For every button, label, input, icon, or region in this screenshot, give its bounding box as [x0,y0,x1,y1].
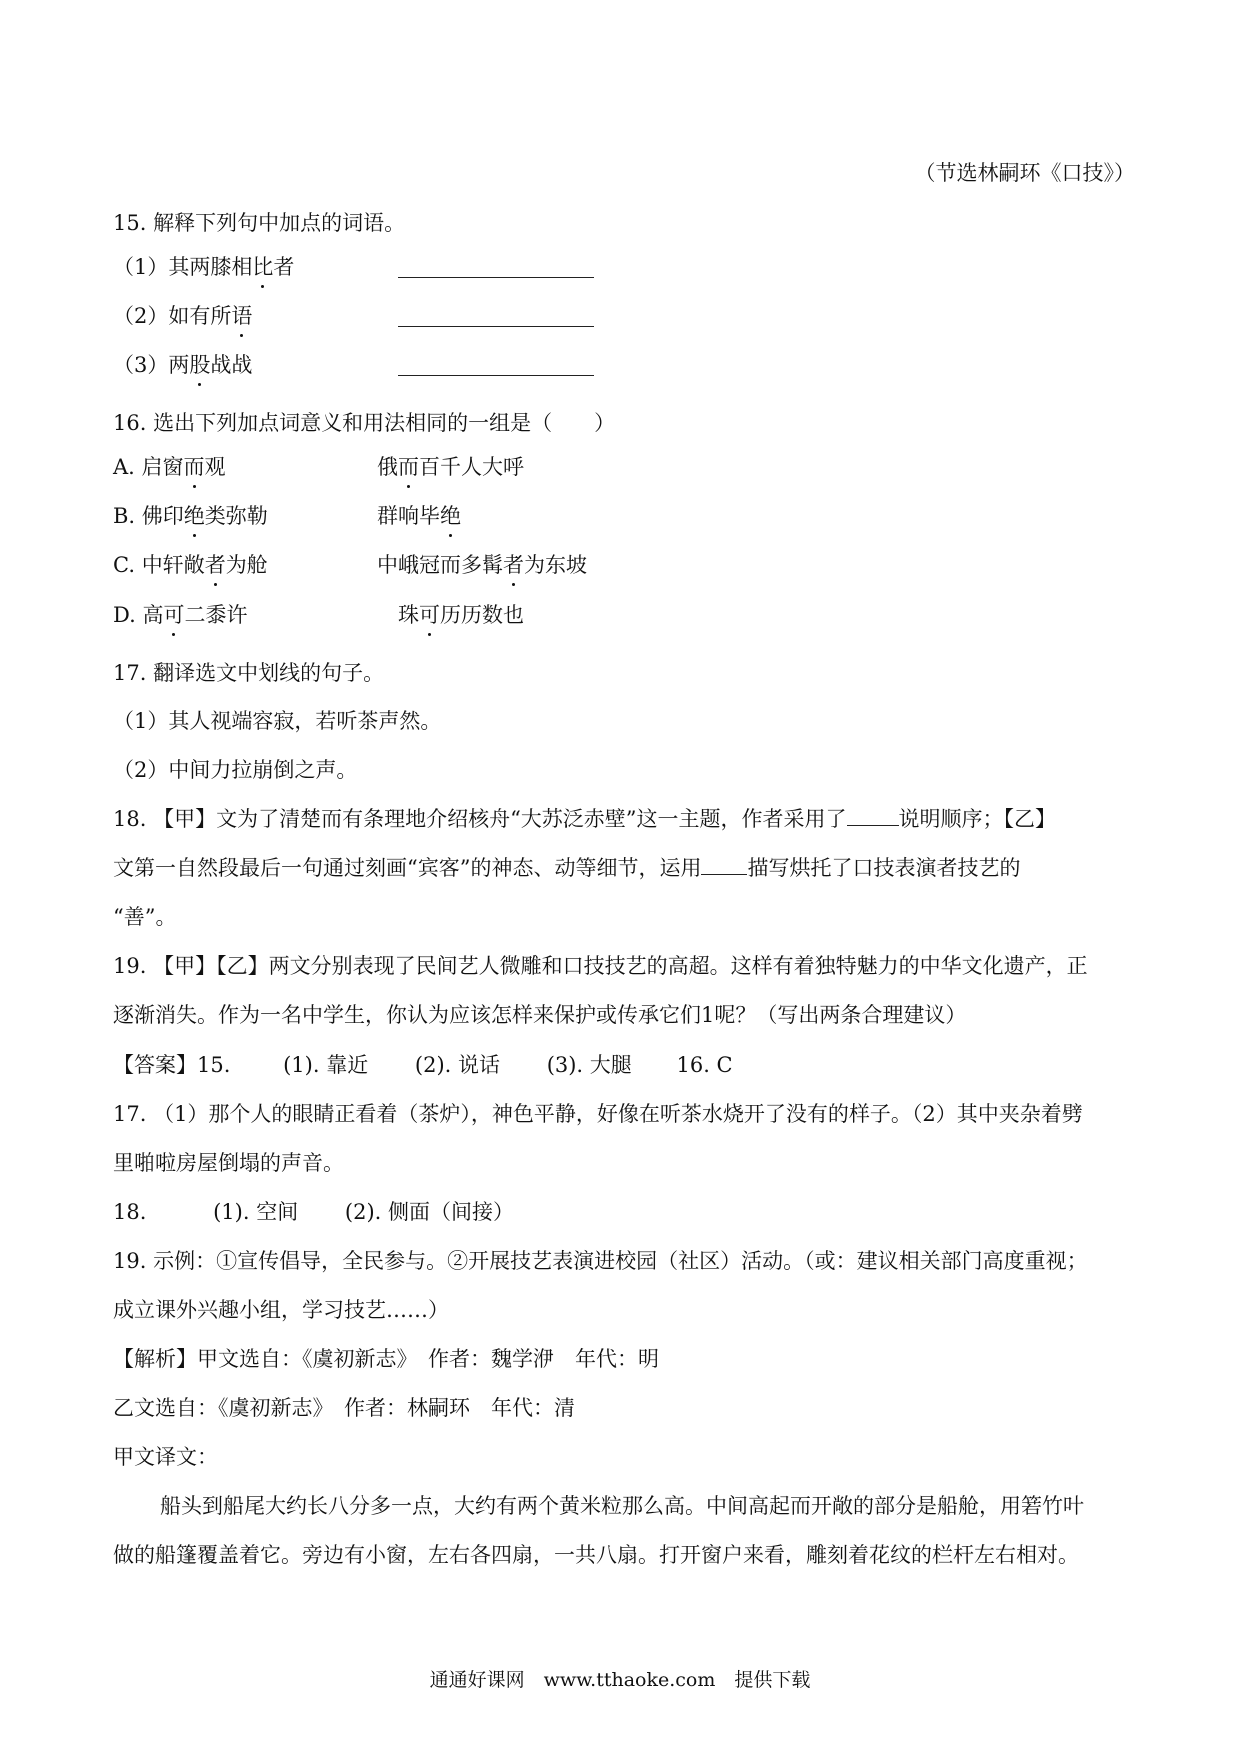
analysis-line-1: 【解析】甲文选自：《虞初新志》 作者：魏学洢 年代：明 [113,1347,659,1371]
option-text: 观 [204,455,226,479]
dotted-word: 者 [205,550,226,580]
option-text: 为东坡 [524,553,587,577]
option-text: 为舱 [225,553,268,577]
question-18-line-2 [113,853,1020,883]
question-15-item-3 [113,350,252,380]
answer-blank-1[interactable] [398,277,594,278]
answer-blank-2[interactable] [398,326,594,327]
translation-line-2: 做的船篷覆盖着它。旁边有小窗，左右各四扇，一共八扇。打开窗户来看，雕刻着花纹的栏杆左右相对。 [113,1543,1079,1567]
item-number: （1） [113,255,169,279]
answer-line-2: 17. （1）那个人的眼睛正看着（茶炉），神色平静，好像在听茶水烧开了没有的样子。（2）其中夹杂着劈 [113,1102,1083,1126]
question-text: 文第一自然段最后一句通过刻画“宾客”的神态、动等细节，运用 [113,856,702,880]
fill-blank[interactable] [701,854,747,875]
question-text: 说明顺序；【乙】 [898,807,1057,831]
question-17-item-1: （1）其人视端容寂，若听茶声然。 [113,709,442,733]
dotted-word: 而 [184,452,205,482]
option-label: C. [113,553,135,577]
option-text: 中峨冠而多髯 [377,553,503,577]
answer-item: (3). 大腿 [546,1053,632,1077]
dotted-word: 比 [252,252,273,282]
option-b[interactable] [113,501,268,531]
answer-line-1 [113,1050,733,1080]
answer-line-6: 成立课外兴趣小组，学习技艺……） [113,1298,449,1322]
question-19-line-2: 逐渐消失。作为一名中学生，你认为应该怎样来保护或传承它们1呢？（写出两条合理建议） [113,1003,967,1027]
item-text-pre: 两 [168,353,190,377]
item-text-post: 战战 [210,353,253,377]
option-label: A. [113,455,135,479]
option-text: 类弥勒 [204,504,268,528]
answer-item: (2). 侧面（间接） [344,1200,514,1224]
option-text: 启窗 [141,455,184,479]
question-16-stem: 16. 选出下列加点词意义和用法相同的一组是（ ） [113,411,616,435]
answer-heading: 【答案】15. [113,1053,231,1077]
option-a-compare [377,452,524,482]
answer-line-4 [113,1197,514,1227]
option-d-compare [398,600,524,630]
question-15-item-1 [113,252,294,282]
question-18-line-1 [113,804,1056,834]
question-text: 18. 【甲】文为了清楚而有条理地介绍核舟“大苏泛赤壁”这一主题，作者采用了 [113,807,847,831]
question-15-item-2 [113,301,252,331]
translation-line-1: 船头到船尾大约长八分多一点，大约有两个黄米粒那么高。中间高起而开敞的部分是船舱，用箬竹叶 [160,1494,1084,1518]
answer-heading: 18. [113,1200,147,1224]
dotted-word: 可 [163,600,184,630]
question-15-stem: 15. 解释下列句中加点的词语。 [113,211,406,235]
answer-line-5: 19. 示例：①宣传倡导，全民参与。②开展技艺表演进校园（社区）活动。（或：建议相关部门高度重视； [113,1249,1088,1273]
question-17-item-2: （2）中间力拉崩倒之声。 [113,758,358,782]
item-number: （3） [113,353,169,377]
dotted-word: 可 [419,600,440,630]
option-text: 珠 [398,603,419,627]
answer-item: (1). 靠近 [283,1053,369,1077]
answer-blank-3[interactable] [398,375,594,376]
question-text: 描写烘托了口技表演者技艺的 [747,856,1021,880]
answer-item: (2). 说话 [414,1053,500,1077]
dotted-word: 绝 [440,501,461,531]
item-number: （2） [113,304,169,328]
question-19-line-1: 19. 【甲】【乙】两文分别表现了民间艺人微雕和口技技艺的高超。这样有着独特魅力的中华文化遗产，正 [113,954,1088,978]
analysis-line-2: 乙文选自：《虞初新志》 作者：林嗣环 年代：清 [113,1396,575,1420]
question-18-line-3: “善”。 [113,905,177,929]
item-text-pre: 如有所 [168,304,232,328]
answer-item: 16. C [676,1053,733,1077]
dotted-word: 股 [189,350,210,380]
option-c-compare [377,550,587,580]
option-text: 群响毕 [377,504,440,528]
option-text: 俄 [377,455,398,479]
option-c[interactable] [113,550,268,580]
dotted-word: 语 [231,301,252,331]
option-text: 历历数也 [440,603,524,627]
fill-blank[interactable] [847,805,899,826]
page-footer: 通通好课网 www.tthaoke.com 提供下载 [429,1669,811,1691]
dotted-word: 绝 [184,501,205,531]
analysis-line-3: 甲文译文： [113,1445,218,1469]
option-text: 高 [142,603,164,627]
option-text: 二黍许 [184,603,248,627]
item-text-pre: 其两膝相 [168,255,253,279]
dotted-word: 而 [398,452,419,482]
source-note: （节选林嗣环《口技》） [914,161,1135,185]
answer-item: (1). 空间 [213,1200,299,1224]
option-text: 中轩敞 [141,553,205,577]
option-text: 百千人大呼 [419,455,524,479]
question-17-stem: 17. 翻译选文中划线的句子。 [113,661,385,685]
option-label: B. [113,504,136,528]
option-b-compare [377,501,461,531]
dotted-word: 者 [503,550,524,580]
option-label: D. [113,603,136,627]
item-text-post: 者 [273,255,295,279]
answer-line-3: 里啪啦房屋倒塌的声音。 [113,1151,344,1175]
option-a[interactable] [113,452,226,482]
option-d[interactable] [113,600,247,630]
option-text: 佛印 [141,504,184,528]
